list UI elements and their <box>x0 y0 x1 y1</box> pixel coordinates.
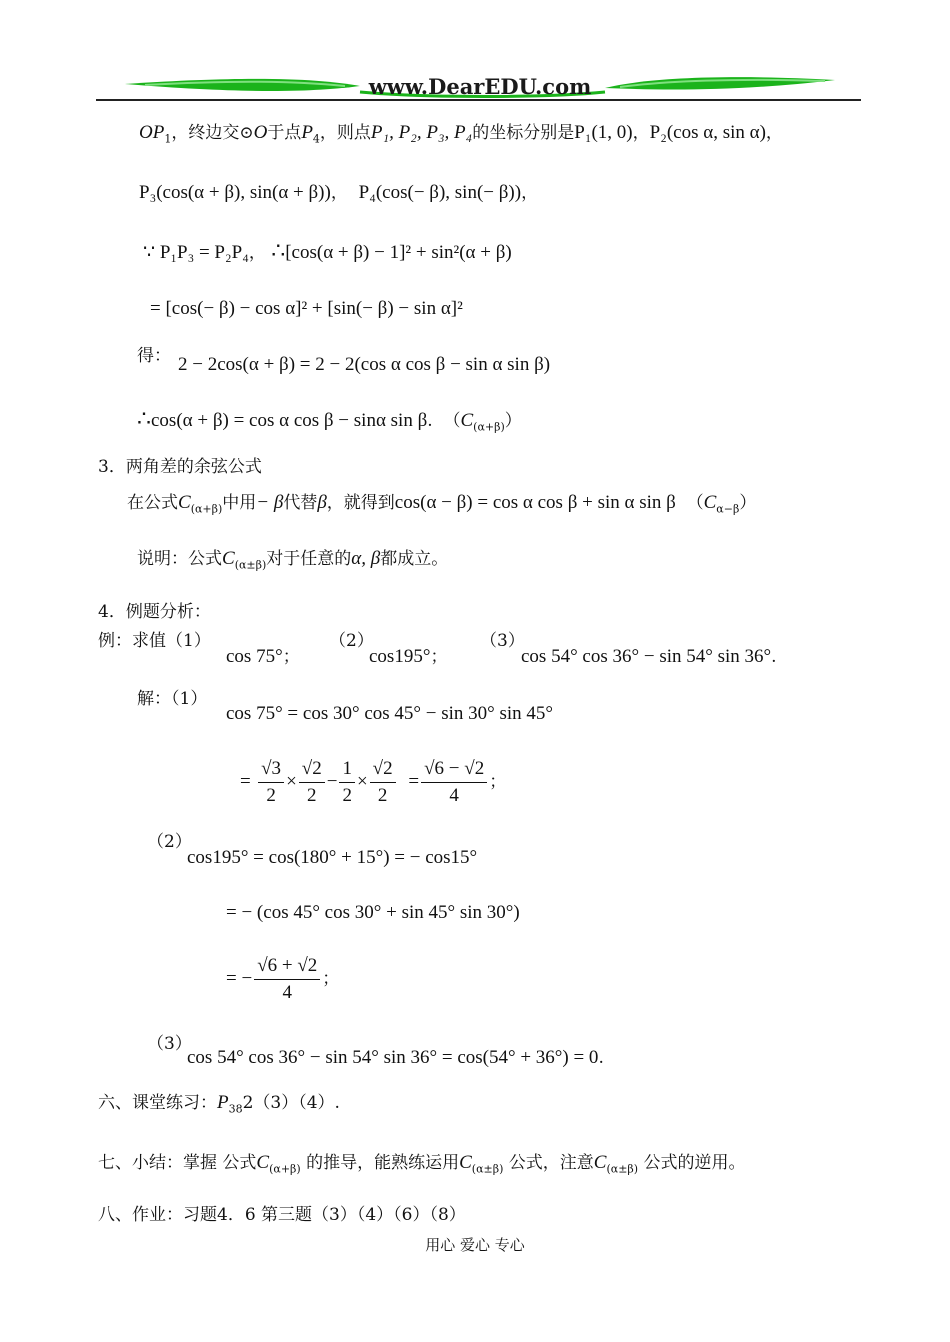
example-2-label: （2） <box>329 631 374 651</box>
text-line-3: ∵ P₁P₃ = P₂P₄， ∴[cos(α + β) − 1]² + sin²(α + β) <box>143 238 512 263</box>
solution-2-line-3: = − $\frac{√6 + √2}{4}$ ； <box>226 955 340 1003</box>
header-rule <box>96 99 861 101</box>
section-3-line-1: 在公式$C_{(\alpha+\beta)}$中用− β代替β，就得到cos(α − β) = cos α cos β + sin α sin β $(C_{\alpha-\beta})$ <box>127 492 757 516</box>
footer-text: 用心 爱心 专心 <box>425 1236 525 1254</box>
section-7: 七、小结：掌握 公式$C_{(\alpha+\beta)}$ 的推导，能熟练运用$C_{(\alpha\pm\beta)}$ 公式，注意$C_{(\alpha\pm\beta)}$ 公式的逆用。 <box>98 1152 746 1176</box>
text-line-6: ∴cos(α + β) = cos α cos β − sinα sin β. $(C_{(\alpha+\beta)})$ <box>137 406 522 434</box>
text-line-5: 得： <box>137 346 171 366</box>
text-line-2: P₃(cos(α + β), sin(α + β))， P₄(cos(− β), sin(− β))， <box>139 182 539 203</box>
section-3-heading: 3．两角差的余弦公式 <box>98 457 262 477</box>
text-line-1: $OP_1$，终边交⊙O于点$P_4$，则点P₁, P₂, P₃, P₄的坐标分别是P₁(1, 0)，P₂(cos α, sin α)， <box>139 122 783 146</box>
text-line-5-formula: 2 − 2cos(α + β) = 2 − 2(cos α cos β − sin α sin β) <box>178 354 551 375</box>
section-8: 八、作业：习题4．6 第三题（3）（4）（6）（8） <box>98 1205 466 1225</box>
text-line-4: = [cos(− β) − cos α]² + [sin(− β) − sin α]² <box>150 298 463 319</box>
example-2: cos195°； <box>369 646 448 667</box>
section-3-line-2: 说明：公式$C_{(\alpha\pm\beta)}$对于任意的α, β都成立。 <box>137 548 449 572</box>
solution-1-line-2: = $\frac{√3}{2}$ × $\frac{√2}{2}$ − $\frac{1}{2}$ × $\frac{√2}{2}$ = $\frac{√6 - √2}{4}$ ； <box>240 758 507 806</box>
solution-3-label: （3） <box>147 1034 192 1054</box>
solution-label: 解：（1） <box>137 689 208 709</box>
section-4-heading: 4．例题分析： <box>98 602 211 622</box>
example-label: 例：求值（1） <box>98 631 211 651</box>
solution-2-line-1: cos195° = cos(180° + 15°) = − cos15° <box>187 847 478 868</box>
example-1: cos 75°； <box>226 646 300 667</box>
solution-1-line-1: cos 75° = cos 30° cos 45° − sin 30° sin 45° <box>226 703 553 724</box>
solution-2-line-2: = − (cos 45° cos 30° + sin 45° sin 30°) <box>226 902 520 923</box>
site-logo-text: www.DearEDU.com <box>368 74 592 99</box>
solution-3-line-1: cos 54° cos 36° − sin 54° sin 36° = cos(54° + 36°) = 0. <box>187 1047 604 1068</box>
section-6: 六、课堂练习：$P_{38}2(3)(4)$. <box>98 1092 340 1116</box>
example-3-label: （3） <box>480 631 525 651</box>
solution-2-label: （2） <box>147 832 192 852</box>
example-3: cos 54° cos 36° − sin 54° sin 36°. <box>521 646 777 667</box>
